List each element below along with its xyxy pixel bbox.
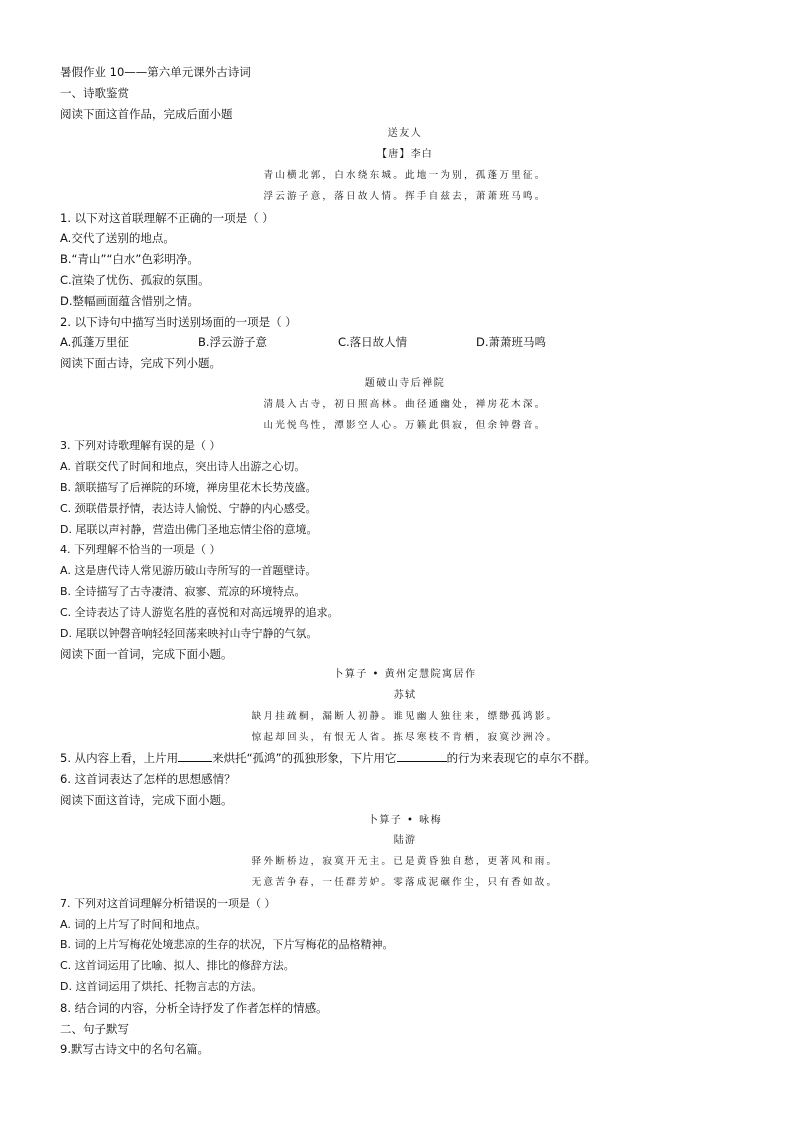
- answer-option: A.交代了送别的地点。: [60, 231, 175, 246]
- answer-option: B. 词的上片写梅花处境悲凉的生存的状况，下片写梅花的品格精神。: [60, 938, 394, 952]
- question-stem: 4. 下列理解不恰当的一项是（ ）: [60, 543, 221, 557]
- worksheet-title: 暑假作业 10——第六单元课外古诗词: [60, 65, 251, 79]
- answer-option: C.渲染了忧伤、孤寂的氛围。: [60, 272, 210, 287]
- answer-blank[interactable]: [178, 749, 212, 762]
- poem-title: 送友人: [387, 128, 423, 140]
- answer-blank[interactable]: [397, 749, 447, 762]
- poem-title: 卜算子 • 黄州定慧院寓居作: [333, 669, 477, 681]
- poem-title: 题破山寺后禅院: [364, 377, 446, 389]
- question-stem: 1. 以下对这首联理解不正确的一项是（ ）: [60, 210, 274, 225]
- poem-author: 【唐】李白: [377, 149, 433, 161]
- answer-option: D. 尾联以声衬静，营造出佛门圣地忘情尘俗的意境。: [60, 522, 318, 536]
- reading-instruction: 阅读下面这首作品，完成后面小题: [60, 106, 233, 121]
- question-text: 5. 从内容上看，上片用: [60, 751, 179, 766]
- answer-option: B. 颔联描写了后禅院的环境，禅房里花木长势茂盛。: [60, 480, 317, 494]
- question-stem: 8. 结合词的内容，分析全诗抒发了作者怎样的情感。: [60, 1000, 328, 1015]
- answer-option: A. 词的上片写了时间和地点。: [60, 917, 207, 931]
- answer-options-row: [60, 332, 750, 353]
- reading-instruction: 阅读下面一首词，完成下面小题。: [60, 647, 233, 662]
- question-stem: 3. 下列对诗歌理解有误的是（ ）: [60, 439, 221, 453]
- question-stem: 9.默写古诗文中的名句名篇。: [60, 1042, 209, 1057]
- poem-line: 山光悦鸟性，潭影空人心。万籁此俱寂，但余钟磬音。: [263, 419, 547, 431]
- poem-title: 卜算子 • 咏梅: [367, 814, 443, 826]
- poem-line: 惊起却回头，有恨无人省。拣尽寒枝不肯栖，寂寞沙洲冷。: [251, 731, 559, 743]
- question-text: 的行为来表现它的卓尔不群。: [446, 751, 597, 766]
- poem-author: 陆游: [393, 835, 417, 847]
- question-stem: 7. 下列对这首词理解分析错误的一项是（ ）: [60, 896, 276, 910]
- answer-option: A.孤蓬万里征: [60, 335, 129, 350]
- answer-option: D. 这首词运用了烘托、托物言志的方法。: [60, 980, 263, 994]
- answer-option: D.整幅画面蕴含惜别之情。: [60, 293, 200, 308]
- poem-line: 驿外断桥边，寂寞开无主。已是黄昏独自愁，更著风和雨。: [251, 856, 559, 868]
- answer-option: B.浮云游子意: [198, 335, 268, 350]
- answer-option: C. 这首词运用了比喻、拟人、排比的修辞方法。: [60, 959, 295, 973]
- answer-option: B. 全诗描写了古寺凄清、寂寥、荒凉的环境特点。: [60, 584, 306, 598]
- poem-line: 缺月挂疏桐，漏断人初静。谁见幽人独往来，缥缈孤鸿影。: [251, 710, 559, 722]
- fill-in-question: [60, 748, 750, 769]
- reading-instruction: 阅读下面这首诗，完成下面小题。: [60, 792, 233, 807]
- question-stem: 6. 这首词表达了怎样的思想感情？: [60, 772, 236, 787]
- question-stem: 2. 以下诗句中描写当时送别场面的一项是（ ）: [60, 314, 297, 329]
- answer-option: A. 这是唐代诗人常见游历破山寺所写的一首题壁诗。: [60, 564, 317, 578]
- answer-option: C. 颈联借景抒情，表达诗人愉悦、宁静的内心感受。: [60, 501, 317, 515]
- section-heading: 二、句子默写: [60, 1021, 129, 1036]
- poem-line: 清晨入古寺，初日照高林。曲径通幽处，禅房花木深。: [263, 398, 547, 410]
- answer-option: D. 尾联以钟磬音响轻轻回荡来映衬山寺宁静的气氛。: [60, 626, 318, 640]
- reading-instruction: 阅读下面古诗，完成下列小题。: [60, 356, 221, 371]
- answer-option: C.落日故人情: [338, 335, 408, 350]
- answer-option: A. 首联交代了时间和地点，突出诗人出游之心切。: [60, 460, 306, 474]
- question-text: 来烘托“孤鸿”的孤独形象，下片用它: [212, 751, 397, 766]
- answer-option: B.“青山”“白水”色彩明净。: [60, 252, 199, 267]
- answer-option: D.萧萧班马鸣: [476, 335, 547, 350]
- poem-line: 无意苦争春，一任群芳妒。零落成泥碾作尘，只有香如故。: [251, 877, 559, 889]
- poem-line: 青山横北郭，白水绕东城。此地一为别，孤蓬万里征。: [263, 169, 547, 181]
- poem-line: 浮云游子意，落日故人情。挥手自兹去，萧萧班马鸣。: [263, 190, 547, 202]
- worksheet: [60, 62, 750, 1060]
- answer-option: C. 全诗表达了诗人游览名胜的喜悦和对高远境界的追求。: [60, 605, 339, 619]
- poem-author: 苏轼: [393, 689, 417, 701]
- section-heading: 一、诗歌鉴赏: [60, 85, 129, 100]
